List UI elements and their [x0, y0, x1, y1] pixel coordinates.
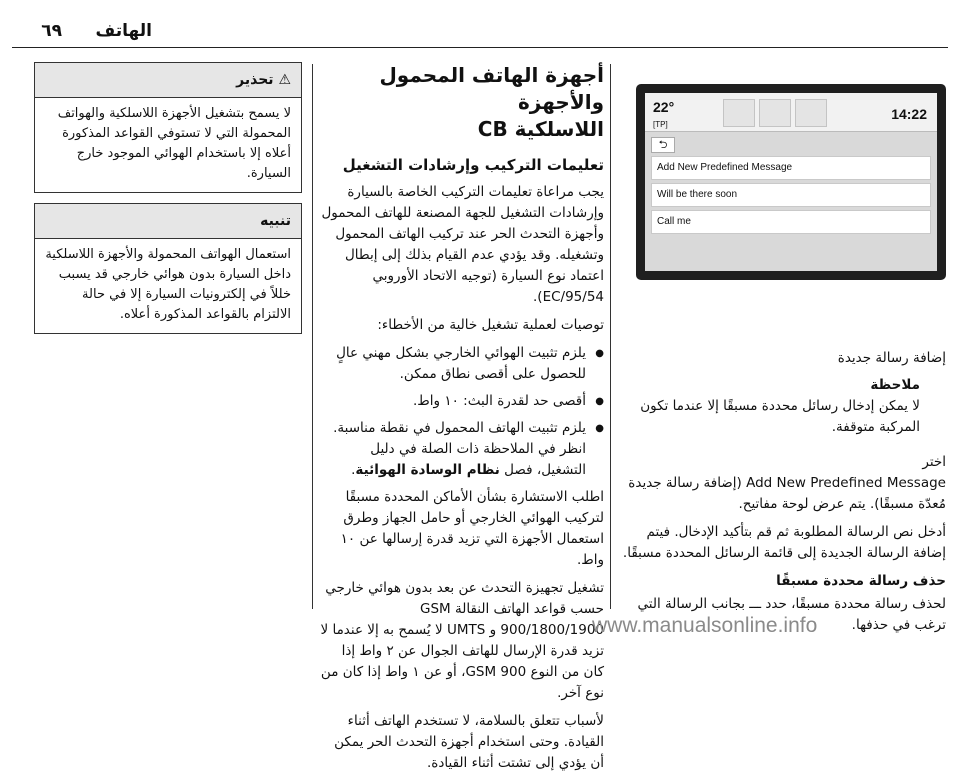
- warning-icon: ⚠: [278, 72, 291, 88]
- subheading: تعليمات التركيب وإرشادات التشغيل: [342, 156, 604, 174]
- caution-text: استعمال الهواتف المحمولة والأجهزة اللاسلكية داخل السيارة بدون هوائي خارجي قد يسبب خللاً في إلكترونيات السيارة إلا في حالة الالتزام بالقواعد المذكورة أعلاه.: [45, 247, 291, 322]
- page-header: [0, 0, 960, 56]
- tp-badge: [TP]: [653, 120, 668, 129]
- phone-icon[interactable]: [759, 99, 791, 127]
- note-block: [612, 375, 946, 438]
- screen-display: [645, 93, 937, 271]
- airbag-reference: نظام الوسادة الهوائية: [355, 462, 500, 478]
- column-divider-right: [610, 64, 611, 609]
- recommendation-list: [318, 343, 604, 481]
- choose-label: اختر: [922, 454, 946, 470]
- column-divider-left: [312, 64, 313, 609]
- choose-text: Add New Predefined Message (إضافة رسالة جديدة مُعدّة مسبقًا). يتم عرض لوحة مفاتيح.: [628, 475, 946, 512]
- watermark: www.manualsonline.info: [592, 614, 818, 637]
- delete-heading: حذف رسالة محددة مسبقًا: [776, 573, 946, 589]
- list-item-message[interactable]: Will be there soon: [651, 183, 931, 207]
- warning-text: لا يسمح بتشغيل الأجهزة اللاسلكية والهواتف المحمولة التي لا تستوفي القواعد المذكورة أعلاه إلا باستخدام الهوائي الموجود خارج السيارة.: [57, 106, 291, 181]
- paragraph: تشغيل تجهيزة التحدث عن بعد بدون هوائي خارجي حسب قواعد الهاتف النقالة GSM 900/1800/1900 و UMTS لا يُسمح به إلا عندما لا تزيد قدرة الإرسال للهاتف الجوال عن ٢ واط إذا كان من النوع GSM 900، أو عن ١ واط إذا كان من نوع آخر.: [320, 580, 604, 701]
- paragraph: لأسباب تتعلق بالسلامة، لا تستخدم الهاتف أثناء القيادة. وحتى استخدام أجهزة التحدث الحر يمكن أن يؤدي إلى تشتت أثناء القيادة.: [334, 713, 604, 771]
- section-title-line2: اللاسلكية CB: [477, 117, 604, 141]
- paragraph: يجب مراعاة تعليمات التركيب الخاصة بالسيارة وإرشادات التشغيل للجهة المصنعة للهاتف المحمول وأجهزة التحدث الحر عند تركيب الهاتف المحمول وتشغيله. وقد يؤدي عدم القيام بذلك إلى إبطال اعتماد نوع السيارة (توجيه الاتحاد الأوروبي 95/54/EC).: [321, 184, 604, 305]
- clock-readout: 14:22: [891, 106, 927, 122]
- section-title: [318, 62, 604, 143]
- warning-title: تحذير: [236, 72, 274, 88]
- infotainment-screen: [636, 84, 946, 280]
- list-item-add-message[interactable]: Add New Predefined Message: [651, 156, 931, 180]
- temperature-readout: 22°: [653, 99, 675, 115]
- car-icon[interactable]: [723, 99, 755, 127]
- paragraph: توصيات لعملية تشغيل خالية من الأخطاء:: [377, 317, 604, 333]
- warning-header: [35, 63, 301, 98]
- page-number: ٦٩: [41, 21, 62, 41]
- delete-text: لحذف رسالة محددة مسبقًا، حدد ـــ بجانب الرسالة التي ترغب في حذفها.: [637, 596, 946, 633]
- warning-box: [34, 62, 302, 193]
- caution-box: [34, 203, 302, 334]
- back-button[interactable]: ⮌: [651, 137, 675, 153]
- list-item-end: .: [351, 462, 356, 478]
- header-rule: [12, 47, 948, 48]
- caution-title: تنبيه: [35, 204, 301, 239]
- enter-text: أدخل نص الرسالة المطلوبة ثم قم بتأكيد الإدخال. فيتم إضافة الرسالة الجديدة إلى قائمة الرسائل المحددة مسبقًا.: [622, 524, 946, 561]
- right-column: [612, 62, 946, 643]
- screen-status-bar: [645, 93, 937, 132]
- middle-column: [318, 62, 604, 781]
- section-title-line1: أجهزة الهاتف المحمول والأجهزة: [379, 63, 604, 114]
- list-item: ● يلزم تثبيت الهوائي الخارجي بشكل مهني عالٍ للحصول على أقصى نطاق ممكن.: [318, 343, 604, 385]
- media-icon[interactable]: [795, 99, 827, 127]
- note-title: ملاحظة: [870, 377, 920, 393]
- section-heading: إضافة رسالة جديدة: [837, 350, 946, 366]
- paragraph: اطلب الاستشارة بشأن الأماكن المحددة مسبقًا لتركيب الهوائي الخارجي أو حامل الجهاز وطرق استعمال الأجهزة التي تزيد قدرة إرسالها عن ١٠ واط.: [340, 489, 604, 568]
- left-column: [34, 62, 302, 344]
- list-item-message[interactable]: Call me: [651, 210, 931, 234]
- list-item: [318, 418, 604, 481]
- list-item-text: يلزم تثبيت الهاتف المحمول في نقطة مناسبة. انظر في الملاحظة ذات الصلة في دليل التشغيل، فصل: [333, 420, 586, 478]
- page-title: الهاتف: [95, 21, 152, 41]
- note-text: لا يمكن إدخال رسائل محددة مسبقًا إلا عندما تكون المركبة متوقفة.: [640, 398, 920, 435]
- list-item: ● أقصى حد لقدرة البث: ١٠ واط.: [318, 391, 604, 412]
